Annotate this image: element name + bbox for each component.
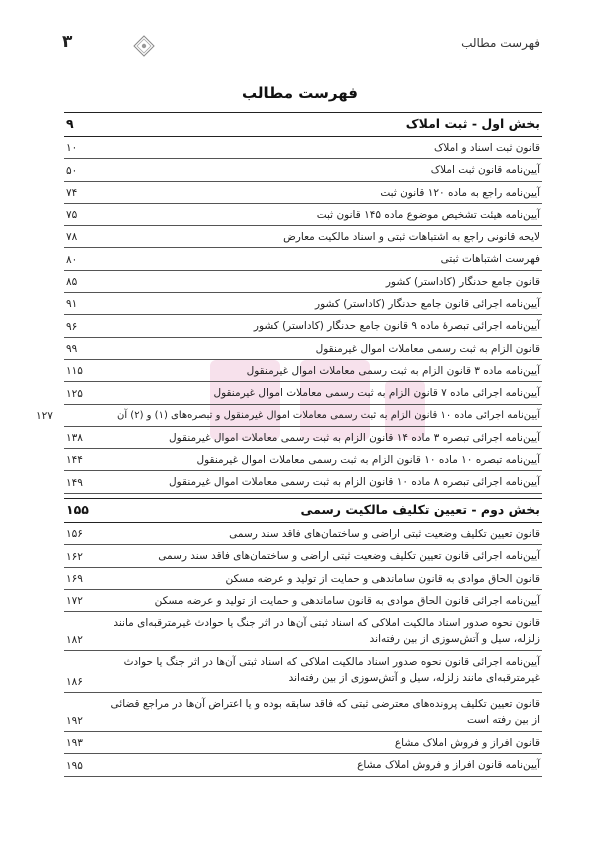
toc-entry[interactable] (64, 545, 542, 567)
entry-title: قانون افراز و فروش املاک مشاع (394, 737, 540, 750)
entry-page: ۱۶۹ (66, 572, 83, 585)
entry-title: قانون جامع حدنگار (کاداستر) کشور (385, 275, 540, 288)
toc-entry[interactable] (64, 226, 542, 248)
toc-entry[interactable] (64, 293, 542, 315)
entry-page: ۷۴ (66, 186, 78, 199)
entry-page: ۹۱ (66, 298, 78, 311)
toc-entry[interactable] (64, 159, 542, 181)
entry-title: آیین‌نامه اجرائی قانون تعیین تکلیف وضعیت ثبتی اراضی و ساختمان‌های فاقد سند رسمی (158, 550, 540, 563)
entry-page: ۹۶ (66, 320, 78, 333)
entry-title: فهرست اشتباهات ثبتی (440, 253, 540, 266)
section-page: ۹ (66, 116, 74, 131)
entry-title: آیین‌نامه اجرائی قانون جامع حدنگار (کاداستر) کشور (315, 298, 540, 311)
toc-entry[interactable] (64, 612, 542, 651)
toc-entry[interactable] (64, 204, 542, 226)
toc-entry[interactable] (64, 137, 542, 159)
toc-entry[interactable] (64, 382, 542, 404)
section-title: بخش اول - ثبت املاک (405, 116, 540, 131)
entry-title: قانون الحاق موادی به قانون ساماندهی و حمایت از تولید و عرضه مسکن (225, 572, 540, 585)
entry-page: ۱۴۹ (66, 476, 83, 489)
entry-page: ۱۸۶ (66, 676, 83, 689)
toc-entry[interactable] (64, 449, 542, 471)
entry-title: قانون نحوه صدور اسناد مالکیت املاکی که اسناد ثبتی آن‌ها در اثر جنگ یا حوادث غیرمترقبه‌ای مانند زلزله، سیل و آتش‌سوزی از بین رفته‌اند (113, 617, 540, 646)
entry-page: ۱۲۵ (66, 387, 83, 400)
entry-title: آیین‌نامه اجرائی تبصره ۸ ماده ۱۰ قانون الزام به ثبت رسمی معاملات اموال غیرمنقول (168, 476, 540, 489)
section-heading[interactable] (64, 498, 542, 523)
entry-page: ۸۵ (66, 276, 78, 289)
toc-entry[interactable] (64, 568, 542, 590)
entry-page: ۱۵۶ (66, 528, 83, 541)
toc-entry[interactable] (64, 248, 542, 270)
toc-entry[interactable] (64, 182, 542, 204)
section-heading[interactable] (64, 112, 542, 137)
toc-entry[interactable] (64, 471, 542, 493)
entry-title: آیین‌نامه قانون افراز و فروش املاک مشاع (357, 759, 540, 772)
entry-page: ۱۰ (66, 142, 78, 155)
toc-entry[interactable] (36, 405, 542, 427)
toc-entry[interactable] (64, 693, 542, 732)
toc-entry[interactable] (64, 271, 542, 293)
entry-title: آیین‌نامه تبصره ۱۰ ماده ۱۰ قانون الزام به ثبت رسمی معاملات اموال غیرمنقول (196, 454, 540, 467)
toc-part-1 (36, 112, 542, 494)
entry-title: قانون تعیین تکلیف پرونده‌های معترضی ثبتی که فاقد سابقه بوده و یا اعتراض آن‌ها در مراجع قضائی از بین رفته است (110, 698, 540, 727)
toc-entry[interactable] (64, 732, 542, 754)
entry-title: آیین‌نامه اجرائی ماده ۱۰ قانون الزام به ثبت رسمی معاملات اموال غیرمنقول و تبصره‌های (۱) و (۲) آن (117, 409, 540, 421)
entry-title: آیین‌نامه قانون ثبت املاک (430, 164, 540, 177)
entry-page: ۵۰ (66, 164, 78, 177)
toc-entry[interactable] (64, 360, 542, 382)
running-header-title: فهرست مطالب (461, 36, 540, 50)
entry-page: ۱۲۷ (36, 409, 53, 422)
toc-entry[interactable] (64, 651, 542, 693)
entry-page: ۱۱۵ (66, 365, 83, 378)
entry-title: قانون تعیین تکلیف وضعیت ثبتی اراضی و ساختمان‌های فاقد سند رسمی (229, 528, 540, 540)
entry-title: آیین‌نامه اجرائی تبصره ۳ ماده ۱۴ قانون الزام به ثبت رسمی معاملات اموال غیرمنقول (168, 431, 540, 444)
entry-page: ۹۹ (66, 342, 78, 355)
entry-page: ۱۴۴ (66, 454, 83, 467)
entry-page: ۱۹۳ (66, 737, 83, 750)
diamond-ornament-icon (132, 34, 156, 58)
toc-entry[interactable] (64, 523, 542, 545)
entry-page: ۱۶۲ (66, 550, 83, 563)
section-page: ۱۵۵ (66, 502, 89, 517)
entry-page: ۱۷۲ (66, 595, 83, 608)
entry-title: آیین‌نامه اجرائی قانون الحاق موادی به قانون ساماندهی و حمایت از تولید و عرضه مسکن (154, 594, 540, 607)
toc-entry[interactable] (64, 427, 542, 449)
toc-title: فهرست مطالب (242, 84, 358, 102)
section-title: بخش دوم - تعیین تکلیف مالکیت رسمی (300, 502, 540, 517)
entry-title: آیین‌نامه راجع به ماده ۱۲۰ قانون ثبت (380, 186, 540, 199)
entry-title: آیین‌نامه هیئت تشخیص موضوع ماده ۱۴۵ قانون ثبت (316, 208, 540, 221)
toc-entry[interactable] (64, 315, 542, 337)
running-header (62, 34, 540, 60)
entry-page: ۱۹۲ (66, 715, 83, 728)
entry-page: ۱۹۵ (66, 759, 83, 772)
entry-title: آیین‌نامه ماده ۳ قانون الزام به ثبت رسمی معاملات اموال غیرمنقول (246, 364, 540, 377)
toc-entry[interactable] (64, 338, 542, 360)
entry-title: آیین‌نامه اجرائی قانون نحوه صدور اسناد مالکیت املاکی که اسناد ثبتی آن‌ها در اثر جنگ یا حوادث غیرمترقبه‌ای مانند زلزله، سیل و آتش‌سوزی از بین رفته‌اند (123, 656, 540, 685)
entry-page: ۸۰ (66, 253, 78, 266)
entry-page: ۱۸۲ (66, 634, 83, 647)
entry-page: ۱۳۸ (66, 432, 83, 445)
page-number: ۳ (62, 32, 73, 52)
entry-title: قانون ثبت اسناد و املاک (433, 142, 540, 154)
entry-title: آیین‌نامه اجرائی ماده ۷ قانون الزام به ثبت رسمی معاملات اموال غیرمنقول (213, 387, 540, 400)
entry-title: آیین‌نامه اجرائی تبصرۀ ماده ۹ قانون جامع حدنگار (کاداستر) کشور (253, 320, 540, 333)
entry-title: لایحه قانونی راجع به اشتباهات ثبتی و اسناد مالکیت معارض (283, 231, 540, 244)
entry-page: ۷۵ (66, 209, 78, 222)
toc-entry[interactable] (64, 754, 542, 776)
entry-title: قانون الزام به ثبت رسمی معاملات اموال غیرمنقول (315, 342, 540, 355)
toc-entry[interactable] (64, 590, 542, 612)
entry-page: ۷۸ (66, 231, 78, 244)
toc-part-2 (64, 498, 542, 777)
